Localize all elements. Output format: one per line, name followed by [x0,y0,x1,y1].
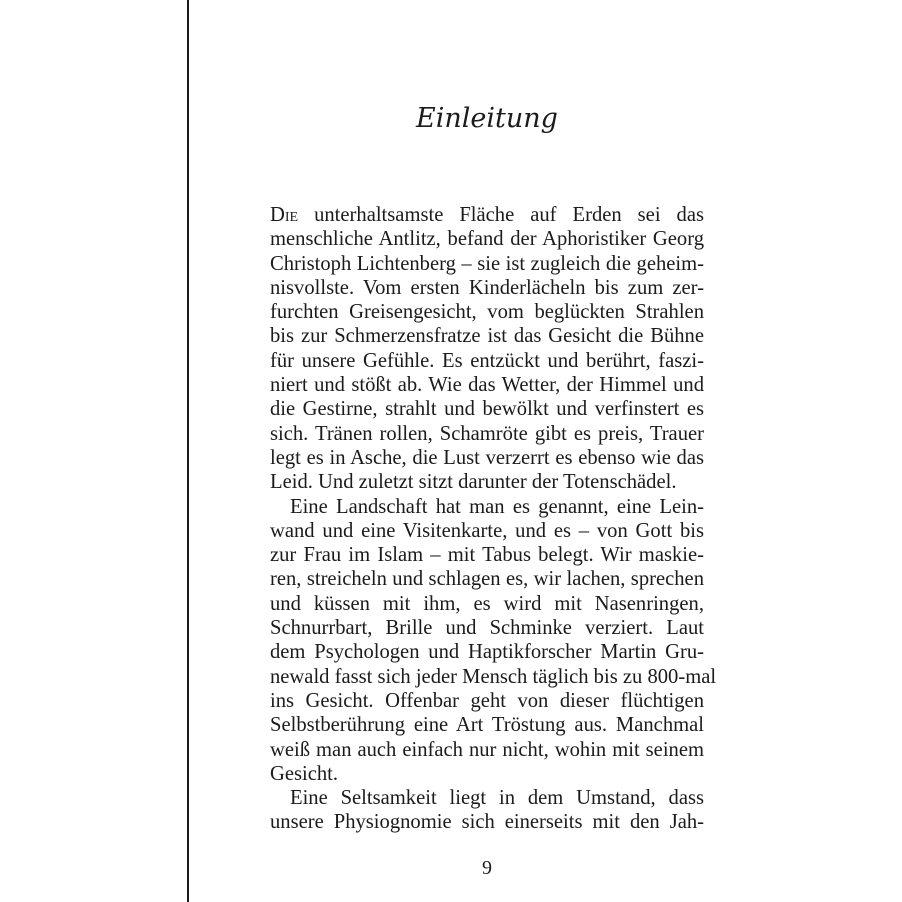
text-line: sich. Tränen rollen, Schamröte gibt es preis, Trauer [270,422,704,445]
text-line: und küssen mit ihm, es wird mit Nasenringen, [270,592,704,615]
text-line: Eine Seltsamkeit liegt in dem Umstand, dass [290,787,704,810]
body-text [270,203,717,835]
text-line: zur Frau im Islam – mit Tabus belegt. Wir maskie- [270,544,704,567]
text-line: Leid. Und zuletzt sitzt darunter der Totenschädel. [270,471,677,494]
text-line: für unsere Gefühle. Es entzückt und berührt, faszi- [270,349,704,372]
text-line: nisvollste. Vom ersten Kinderlächeln bis zum zer- [270,276,704,299]
text-line: furchten Greisengesicht, vom beglückten Strahlen [270,301,704,324]
text-line: wand und eine Visitenkarte, und es – von Gott bis [270,519,704,542]
text-line: Selbstberührung eine Art Tröstung aus. Manchmal [270,714,704,737]
text-line: Eine Landschaft hat man es genannt, eine Lein- [290,495,704,518]
text-line: die Gestirne, strahlt und bewölkt und verfinstert es [270,398,704,421]
text-line: dem Psychologen und Haptikforscher Martin Gru- [270,641,704,664]
text-line: unsere Physiognomie sich einerseits mit den Jah- [270,811,704,834]
chapter-title: Einleitung [416,103,558,134]
text-line: Gesicht. [270,762,339,785]
lead-word: Die [270,204,299,226]
text-line: menschliche Antlitz, befand der Aphoristiker Georg [270,228,704,251]
text-line: Christoph Lichtenberg – sie ist zugleich die geheim- [270,252,704,275]
text-line: weiß man auch einfach nur nicht, wohin mit seinem [270,738,704,761]
text-line: newald fasst sich jeder Mensch täglich bis zu 800-mal [270,665,717,688]
text-line: niert und stößt ab. Wie das Wetter, der Himmel und [270,374,704,397]
text-line: Schnurrbart, Brille und Schminke verziert. Laut [270,617,704,640]
text-line: legt es in Asche, die Lust verzerrt es ebenso wie das [270,446,704,469]
text-line: ins Gesicht. Offenbar geht von dieser flüchtigen [270,689,704,712]
page-number: 9 [482,857,492,879]
text-line: Die unterhaltsamste Fläche auf Erden sei das [270,204,704,226]
text-line: bis zur Schmerzensfratze ist das Gesicht die Bühne [270,325,704,348]
page-spine-rule [187,0,189,902]
text-line: ren, streicheln und schlagen es, wir lachen, sprechen [270,568,704,591]
